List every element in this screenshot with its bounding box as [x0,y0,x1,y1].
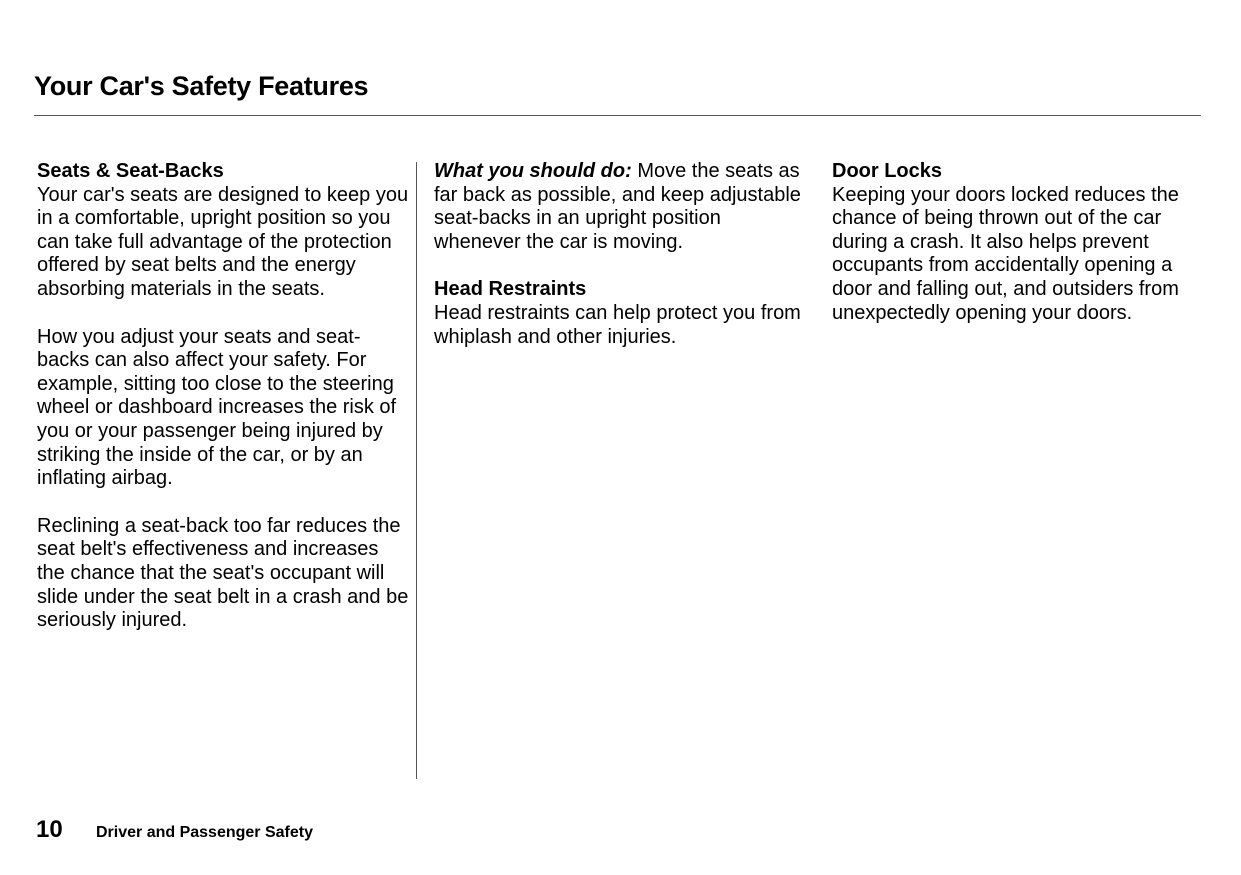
page-title: Your Car's Safety Features [34,71,369,101]
section-heading-door-locks: Door Locks [832,160,943,182]
column-divider [416,162,417,779]
paragraph-head-restraints: Head restraints can help protect you from whiplash and other injuries. [434,301,801,348]
paragraph-seat-reclining: Reclining a seat-back too far reduces the seat belt's effectiveness and increases the chance that the seat's occupant will slide under the seat belt in a crash and be seriously injured. [37,514,409,632]
column-door-locks [832,160,1204,325]
paragraph-seat-design: Your car's seats are designed to keep you in a comfortable, upright position so you can take full advantage of the protection offered by seat belts and the energy absorbing materials in the seats. [37,183,409,300]
footer-section-title: Driver and Passenger Safety [96,824,313,841]
column-seats [37,160,409,633]
section-heading-head-restraints: Head Restraints [434,278,587,301]
advice-lead: What you should do: [434,160,632,182]
advice-text: Move the seats as far back as possible, and keep adjustable seat-backs in an upright position whenever the car is moving. [434,160,801,253]
title-divider [34,115,1201,116]
column-restraints [434,160,806,349]
paragraph-seat-adjustment: How you adjust your seats and seat-backs can also affect your safety. For example, sitting too close to the steering wheel or dashboard increases the risk of you or your passenger being injured by striking the inside of the car, or by an inflating airbag. [37,325,397,490]
paragraph-door-locks: Keeping your doors locked reduces the chance of being thrown out of the car during a crash. It also helps prevent occupants from accidentally opening a door and falling out, and outsiders from unexpectedly opening your doors. [832,183,1179,324]
section-heading-seats: Seats & Seat-Backs [37,160,224,182]
page-number: 10 [36,816,63,843]
paragraph-advice [434,160,806,254]
